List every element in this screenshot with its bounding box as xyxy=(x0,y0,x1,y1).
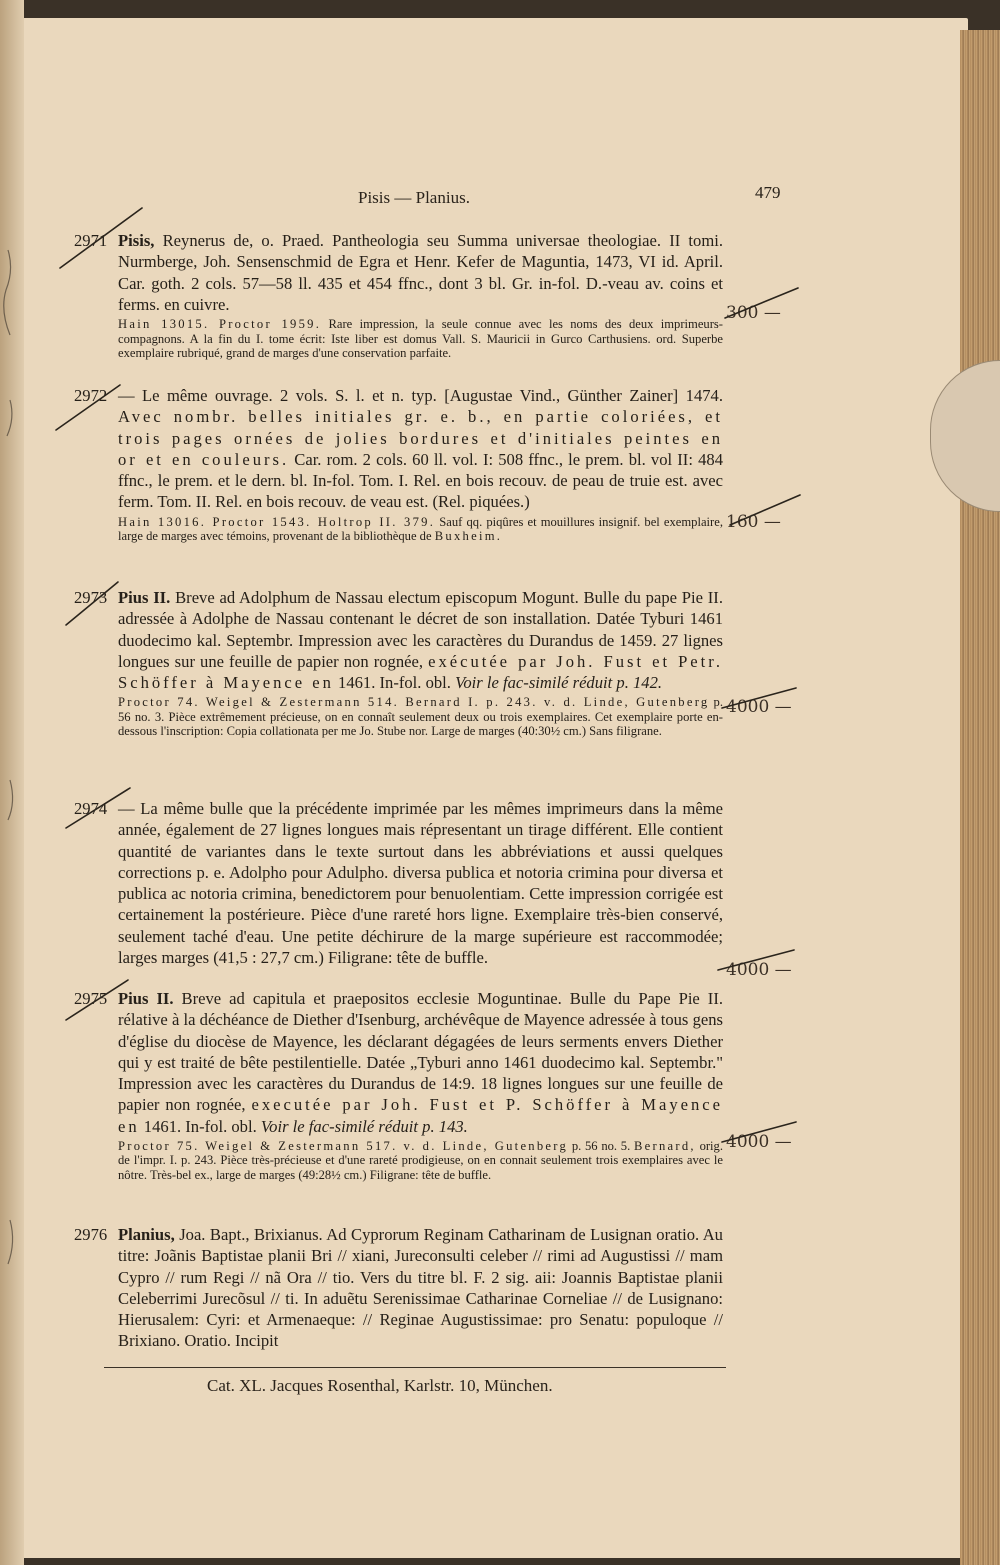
entry-body xyxy=(118,988,723,1137)
note-text: p. 56 no. 3. Pièce extrêmement précieuse, on en connaît seulement deux ou trois exemplaires. Cet exemplaire porte en-dessous l'inscription: Copia collationata per me Jo. Stube nor. Large de marges (40:30½ cm.) Sans filigrane. xyxy=(118,695,723,739)
note-refs: Hain 13016. Proctor 1543. Holtrop II. 379. xyxy=(118,514,436,529)
price-2974: 4000 — xyxy=(726,960,792,980)
note-provenance: Buxheim. xyxy=(434,529,503,544)
running-head: Pisis — Planius. xyxy=(358,188,470,207)
entry-note xyxy=(118,317,723,360)
note-text: p. 56 no. 5. xyxy=(571,1139,631,1154)
entry-note xyxy=(118,1139,723,1182)
entry-2975 xyxy=(74,988,723,1182)
price-2972: 160 — xyxy=(726,512,781,532)
price-2971: 300 — xyxy=(726,303,781,323)
entry-facsimile-ref: Voir le fac-similé réduit p. 142. xyxy=(455,673,663,693)
entry-text-cont: 1461. In-fol. obl. xyxy=(338,673,451,693)
footer-rule xyxy=(104,1367,726,1368)
entry-number: 2976 xyxy=(74,1225,108,1244)
entry-body xyxy=(118,798,723,968)
entry-text: — La même bulle que la précédente imprimée par les mêmes imprimeurs dans la même année, également de 27 lignes longues mais répresentant un tirage différent. Elle contient quantité de variantes dans le texte surtout dans les abbréviations et aussi quelques corrections p. e. Adolpho pour Adulpho. diversa publica et notoria crimina pour diversa et publica ac notoria crimina, benedictorem pour benuolentiam. Cette impression corrigée est certainement la postérieure. Pièce d'une rareté hors ligne. Exemplaire très-bien conservé, seulement taché d'eau. Une petite déchirure de la marge supérieure est raccommodée; larges marges (41,5 : 27,7 cm.) Filigrane: tête de buffle. xyxy=(118,799,723,968)
note-refs: Proctor 75. Weigel & Zestermann 517. v. d. Linde, Gutenberg xyxy=(118,1139,569,1154)
entry-text: Breve ad capitula et praepositos ecclesie Moguntinae. Bulle du Pape Pie II. rélative à la déchéance de Diether d'Isenburg, archévêque de Mayence adressée à tous gens d'église du diocèse de Mayence, les déclarant dégagées de leurs serments envers Diether qui y est traité de bête pestilentielle. Datée „Tyburi anno 1461 duodecimo kal. Septembr." Impression avec les caractères du Durandus de 14:9. 18 lignes longues sur une feuille de papier non rognée, xyxy=(118,989,723,1115)
note-text: Sauf qq. piqûres et mouillures insignif. bel exemplaire, large de marges avec témoins, provenant de la bibliothèque de xyxy=(118,514,723,544)
entry-text: Reynerus de, o. Praed. Pantheologia seu Summa universae theologiae. II tomi. Nurmberge, Joh. Sensenschmid de Egra et Henr. Kefer de Maguntia, 1473, VI id. April. Car. goth. 2 cols. 57—58 ll. 435 et 454 ffnc., dont 3 bl. Gr. in-fol. D.-veau av. coins et ferms. en cuivre. xyxy=(118,231,723,314)
entry-head: Pius II. xyxy=(118,989,174,1008)
page-number: 479 xyxy=(755,183,781,202)
entry-number: 2975 xyxy=(74,989,108,1008)
entry-note xyxy=(118,695,723,738)
entry-text-spaced: exécutée par Joh. Fust et Petr. Schöffer à Mayence en xyxy=(118,651,723,693)
entry-facsimile-ref: Voir le fac-similé réduit p. 143. xyxy=(260,1116,468,1136)
entry-number: 2973 xyxy=(74,588,108,607)
price-2973: 4000 — xyxy=(726,697,792,717)
entry-text: Joa. Bapt., Brixianus. Ad Cyprorum Reginam Catharinam de Lusignan oratio. Au titre: Joãnis Baptistae planii Bri // xiani, Jureconsulti celeber // rimi ad Augustissi // mam Cypro // rum Regi // nã Ora // tio. Vers du titre bl. F. 2 sig. aii: Joannis Baptistae planii Celeberrimi Jurecõsul // ti. In aduẽtu Serenissimae Catharinae Corneliae // de Lusignano: Hierusalem: Cyri: et Armenaeque: // Reginae Augustissimae: pro Senatu: populoque // Brixiano. Oratio. Incipit xyxy=(118,1225,723,1351)
entry-text-spaced: Avec nombr. belles initiales gr. e. b., en partie coloriées, et trois pages ornées de jolies bordures et d'initiales peintes en or et en couleurs. xyxy=(118,407,723,469)
entry-text: Breve ad Adolphum de Nassau electum episcopum Mogunt. Bulle du pape Pie II. adressée à Adolphe de Nassau contenant le décret de son installation. Datée Tyburi 1461 duodecimo kal. Septembr. Impression avec les caractères du Durandus de 1459. 27 lignes longues sur une feuille de papier non rognée, xyxy=(118,588,723,671)
page-edges xyxy=(960,30,1000,1565)
entry-text-cont: 1461. In-fol. obl. xyxy=(143,1116,257,1136)
note-refs-2: Bernard, xyxy=(633,1139,696,1154)
entry-2972 xyxy=(74,385,723,544)
entry-head: Pisis, xyxy=(118,231,155,250)
note-refs: Proctor 74. Weigel & Zestermann 514. Bernard I. p. 243. v. d. Linde, Gutenberg xyxy=(118,695,710,710)
entry-body xyxy=(118,587,723,693)
entry-text-spaced: executée par Joh. Fust et P. Schöffer à Mayence en xyxy=(118,1095,723,1136)
entry-number: 2971 xyxy=(74,231,108,250)
footer-imprint: Cat. XL. Jacques Rosenthal, Karlstr. 10, München. xyxy=(207,1376,553,1395)
entry-2971 xyxy=(74,230,723,360)
note-refs: Hain 13015. Proctor 1959. xyxy=(118,317,322,332)
entry-body xyxy=(118,230,723,315)
entry-note xyxy=(118,515,723,544)
left-gutter xyxy=(0,0,24,1565)
entry-body xyxy=(118,385,723,513)
entry-number: 2974 xyxy=(74,799,108,818)
note-text-cont: orig. de l'impr. I. p. 243. Pièce très-précieuse et d'une rareté prodigieuse, on en connait seulement trois exemplaires avec le nôtre. Très-bel ex., large de marges (49:28½ cm.) Filigrane: tête de buffle. xyxy=(118,1139,723,1182)
entry-body xyxy=(118,1224,723,1352)
entry-2973 xyxy=(74,587,723,739)
entry-2976 xyxy=(74,1224,723,1352)
entry-text-cont: Car. rom. 2 cols. 60 ll. vol. I: 508 ffnc., le prem. bl. vol II: 484 ffnc., le prem. et le dern. bl. In-fol. Tom. I. Rel. en bois recouv. de peau de truie est. avec ferm. Tom. II. Rel. en bois recouv. de veau est. (Rel. piquées.) xyxy=(118,449,723,512)
entry-head: Pius II. xyxy=(118,588,171,607)
entry-head: Planius, xyxy=(118,1225,175,1244)
entry-number: 2972 xyxy=(74,386,108,405)
note-text: Rare impression, la seule connue avec les noms des deux imprimeurs-compagnons. A la fin du I. tome écrit: Iste liber est domus Vall. S. Mauricii in Gurco Carthusiens. ord. Superbe exemplaire rubriqué, grand de marges d'une conservation parfaite. xyxy=(118,317,723,360)
price-2975: 4000 — xyxy=(726,1132,792,1152)
entry-2974 xyxy=(74,798,723,968)
entry-text: — Le même ouvrage. 2 vols. S. l. et n. typ. [Augustae Vind., Günther Zainer] 1474. xyxy=(118,386,723,405)
